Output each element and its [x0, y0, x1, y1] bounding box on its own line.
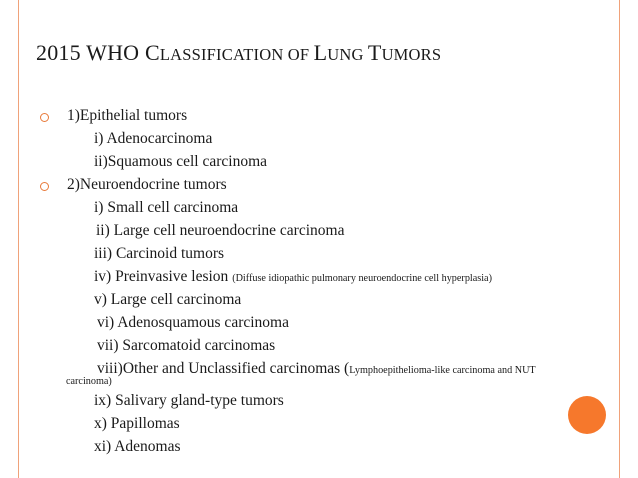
list-item: ii)Squamous cell carcinoma	[94, 153, 268, 170]
bullet-icon	[40, 182, 49, 191]
list-item-note: Lymphoepithelioma-like carcinoma and NUT	[349, 365, 536, 376]
list-item: ii) Large cell neuroendocrine carcinoma	[96, 222, 345, 239]
list-item: 2)Neuroendocrine tumors	[67, 176, 227, 193]
list-item: vi) Adenosquamous carcinoma	[97, 314, 289, 331]
list-item: iii) Carcinoid tumors	[94, 245, 225, 262]
list-item: v) Large cell carcinoma	[94, 291, 242, 308]
right-rule	[619, 0, 620, 478]
list-item: i) Small cell carcinoma	[94, 199, 239, 216]
list-item	[97, 360, 536, 378]
list-item: xi) Adenomas	[94, 438, 181, 455]
title-part: LASSIFICATION OF	[159, 45, 314, 64]
title-part: T	[367, 40, 382, 65]
list-item: ix) Salivary gland-type tumors	[94, 392, 284, 409]
title-part: UMORS	[381, 45, 442, 64]
list-item-text: iv) Preinvasive lesion	[94, 268, 233, 285]
bullet-icon	[40, 113, 49, 122]
list-item: x) Papillomas	[94, 415, 180, 432]
decorative-circle	[568, 396, 606, 434]
list-item-note: (Diffuse idiopathic pulmonary neuroendocrine cell hyperplasia)	[232, 273, 492, 284]
list-item	[94, 268, 492, 286]
list-item-note: carcinoma)	[66, 376, 112, 387]
left-rule	[18, 0, 19, 478]
title-part: L	[313, 40, 328, 65]
title-part: UNG	[327, 45, 368, 64]
title-part: 2015 WHO C	[36, 40, 160, 65]
list-item-text: viii)Other and Unclassified carcinomas (	[97, 360, 350, 377]
list-item: vii) Sarcomatoid carcinomas	[97, 337, 276, 354]
list-item: 1)Epithelial tumors	[67, 107, 188, 124]
list-item: i) Adenocarcinoma	[94, 130, 213, 147]
slide-title	[36, 40, 441, 66]
